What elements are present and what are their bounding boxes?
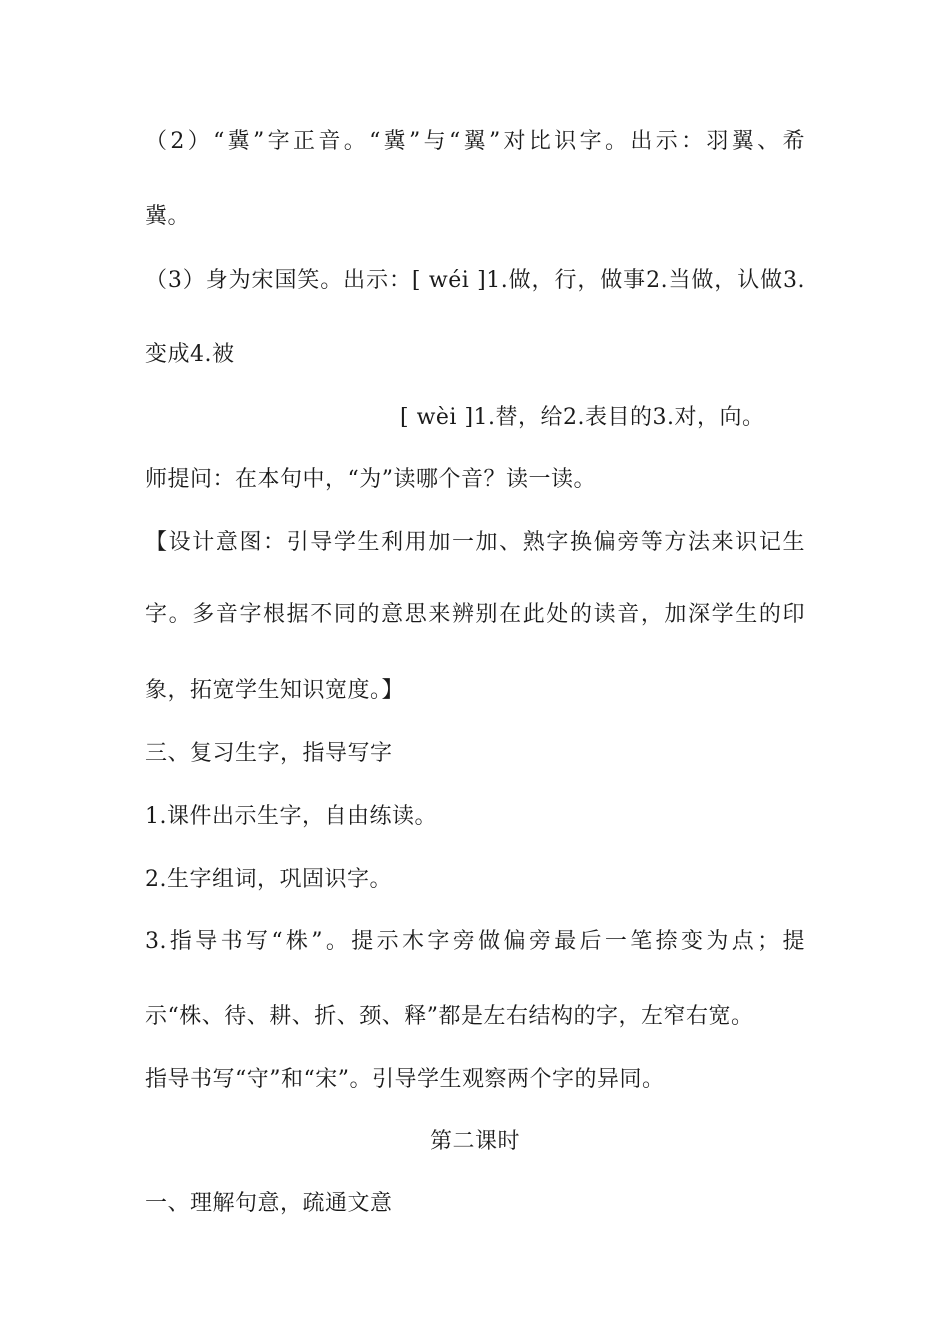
lesson-title: 第二课时 (429, 1129, 520, 1154)
list-item-2: 2.生字组词，巩固识字。 (145, 867, 392, 892)
list-item-3-line-1: 3.指导书写“株”。提示木字旁做偏旁最后一笔捺变为点；提 (145, 929, 805, 954)
paragraph-line-4: 变成4.被 (145, 342, 235, 367)
paragraph-line-1: （2）“冀”字正音。“冀”与“翼”对比识字。出示：羽翼、希 (145, 129, 805, 154)
list-item-1: 1.课件出示生字，自由练读。 (145, 804, 437, 829)
list-item-3-line-2: 示“株、待、耕、折、颈、释”都是左右结构的字，左窄右宽。 (145, 1004, 754, 1029)
paragraph-line-5: [ wèi ]1.替，给2.表目的3.对，向。 (400, 405, 765, 430)
section-heading-understand: 一、理解句意，疏通文意 (145, 1191, 393, 1216)
design-intent-line-1: 【设计意图：引导学生利用加一加、熟字换偏旁等方法来识记生 (145, 530, 805, 555)
paragraph-guide-writing: 指导书写“守”和“宋”。引导学生观察两个字的异同。 (145, 1067, 665, 1092)
paragraph-line-2: 冀。 (145, 204, 191, 229)
paragraph-line-6: 师提问：在本句中，“为”读哪个音？读一读。 (145, 467, 596, 492)
paragraph-line-3: （3）身为宋国笑。出示：[ wéi ]1.做，行，做事2.当做，认做3. (145, 268, 805, 293)
design-intent-line-2: 字。多音字根据不同的意思来辨别在此处的读音，加深学生的印 (145, 602, 805, 627)
design-intent-line-3: 象，拓宽学生知识宽度。】 (145, 678, 405, 703)
section-heading-review: 三、复习生字，指导写字 (145, 741, 393, 766)
